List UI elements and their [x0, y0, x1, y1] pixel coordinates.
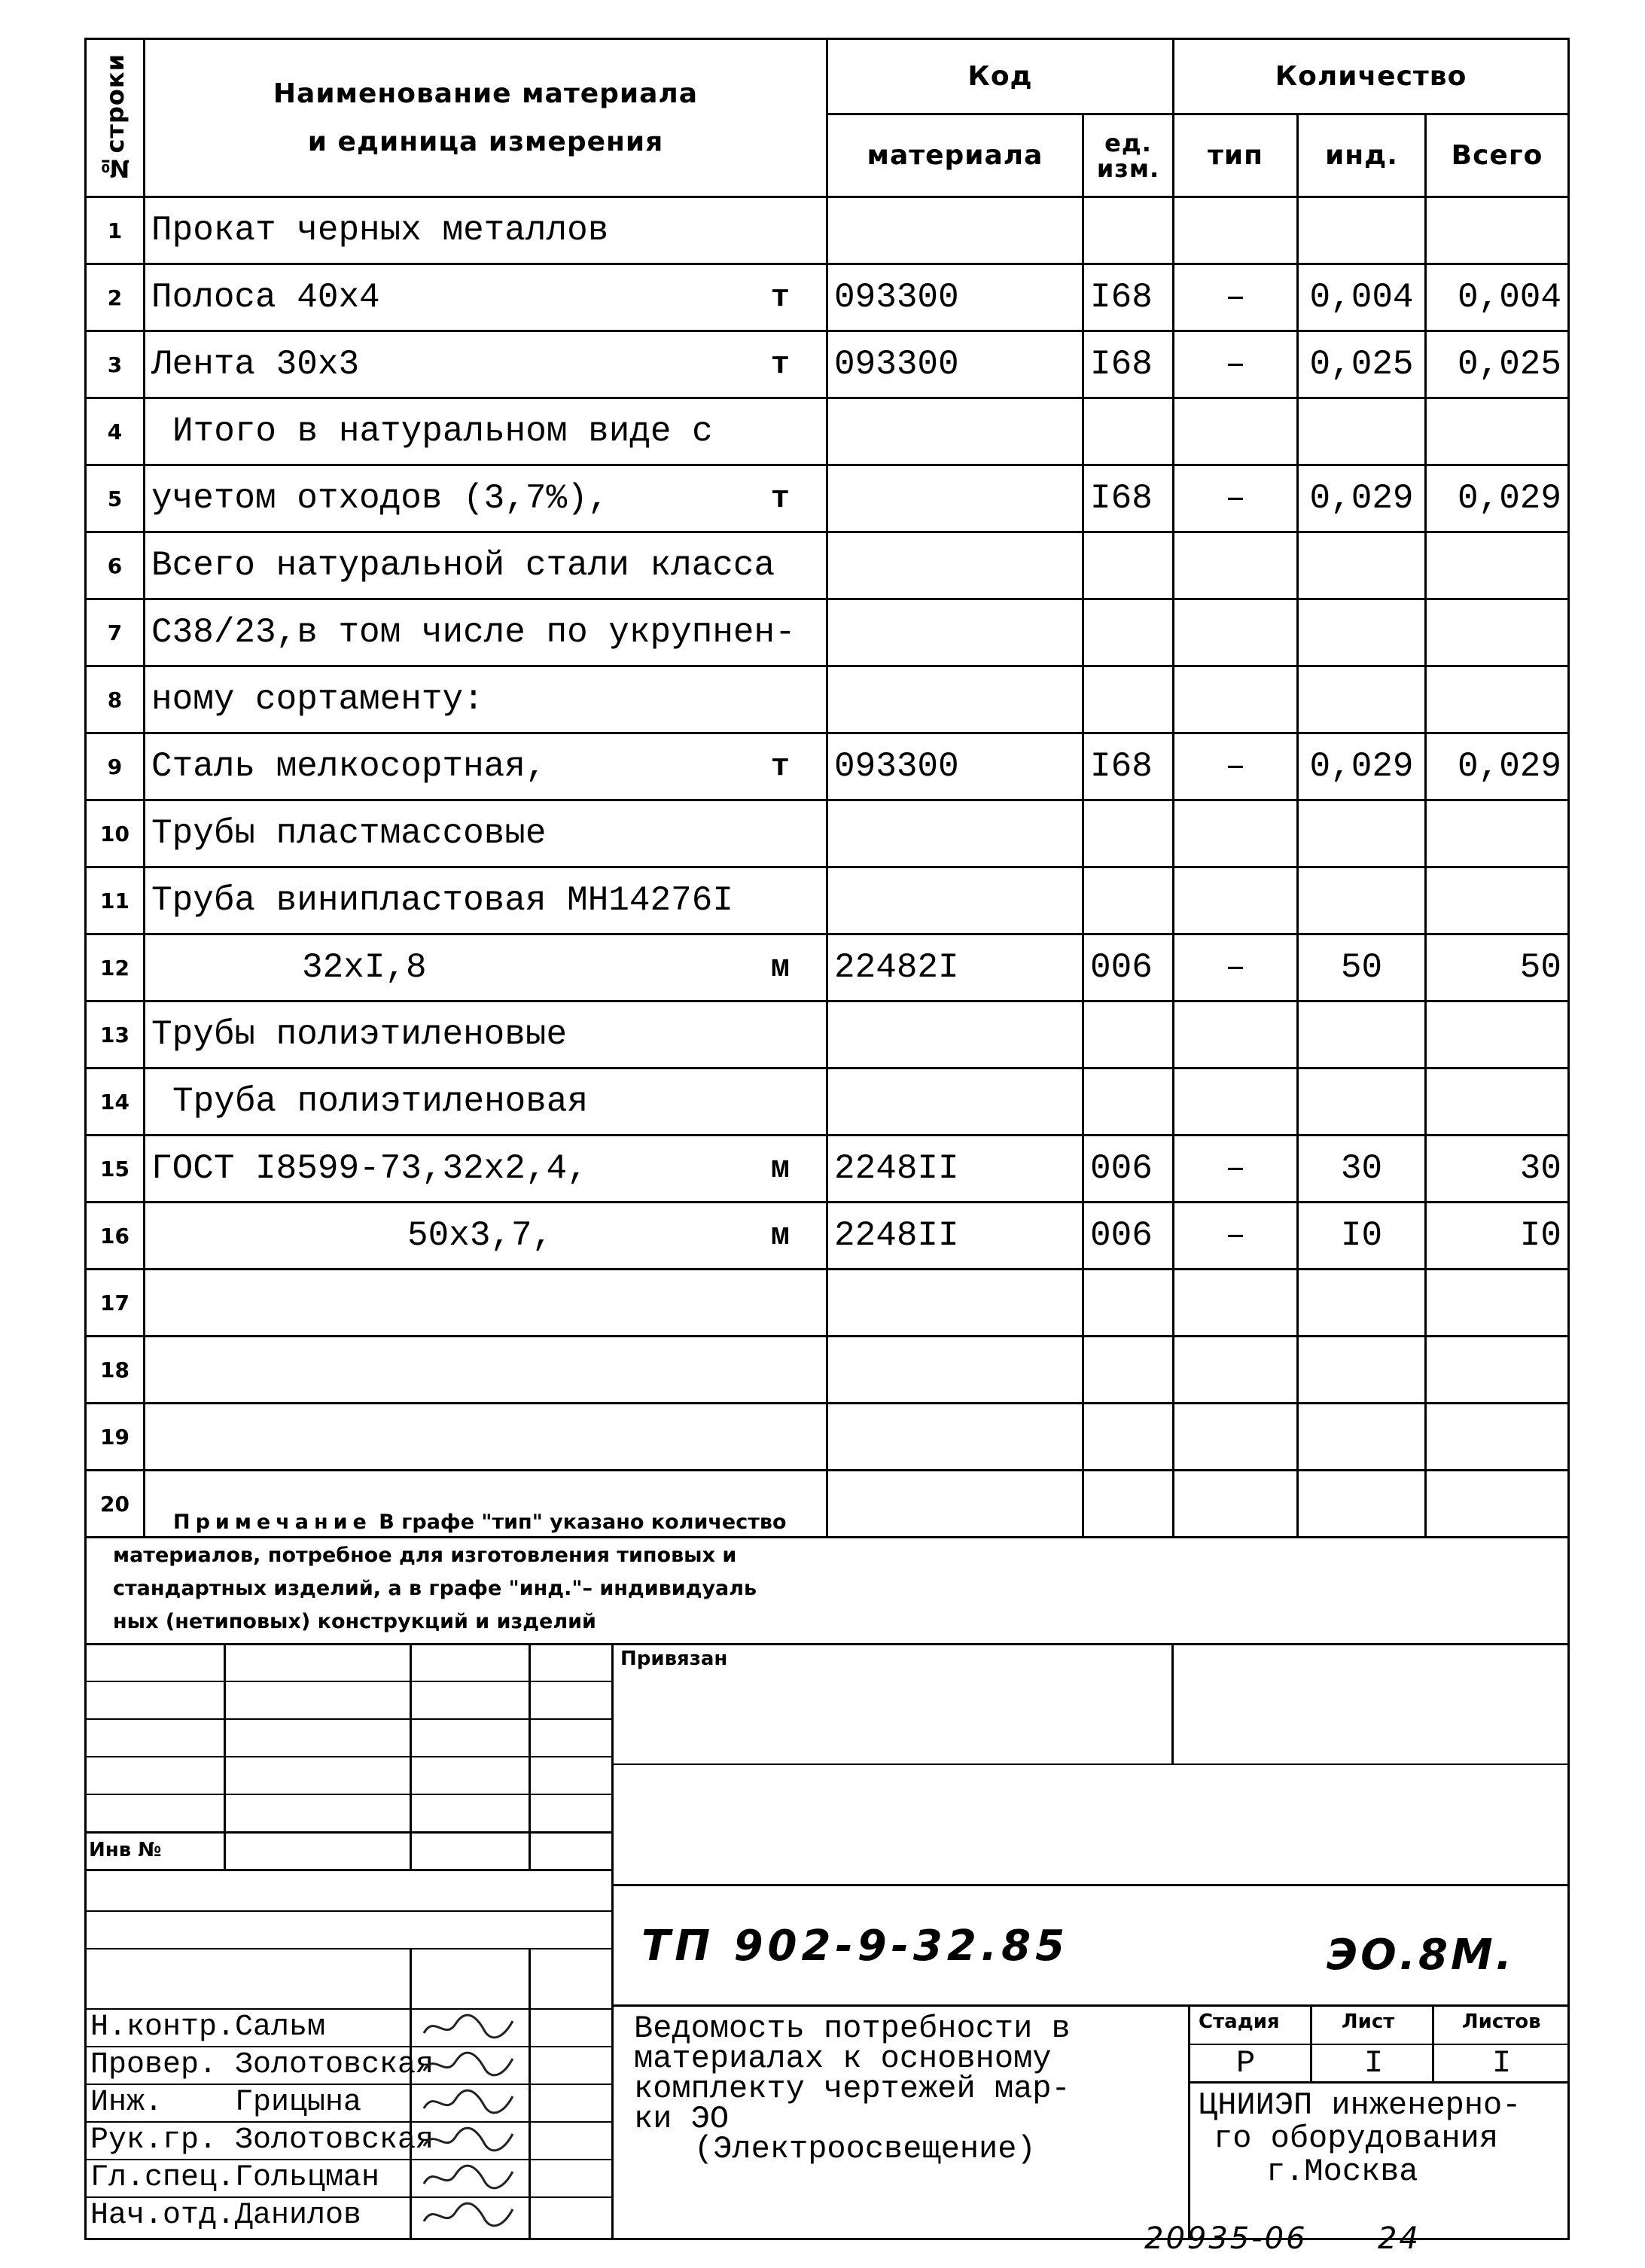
- material-name: Прокат черных металлов: [151, 211, 609, 250]
- material-code: 093300: [827, 331, 1083, 398]
- table-row: [86, 1068, 1569, 1136]
- sheets-label: Листов: [1462, 2010, 1541, 2033]
- quantity-group-header: Количество: [1174, 39, 1569, 114]
- qty-type: –: [1174, 1203, 1298, 1270]
- row-number: 18: [86, 1337, 145, 1404]
- qty-ind: [1298, 1270, 1426, 1337]
- material-unit: т: [770, 480, 790, 517]
- material-unit: т: [770, 279, 790, 316]
- unit-code: [1083, 1404, 1174, 1471]
- material-name: ГОСТ I8599-73,32x2,4,: [151, 1149, 588, 1188]
- material-unit: м: [770, 1151, 790, 1187]
- material-name-cell: [145, 1404, 827, 1471]
- tb-grid-v4: [611, 1643, 614, 2240]
- qty-ind: 30: [1298, 1136, 1426, 1203]
- stage-value: Р: [1236, 2045, 1256, 2081]
- table-row: [86, 867, 1569, 934]
- qty-type: [1174, 197, 1298, 264]
- tb-grid-h8: [84, 1948, 611, 1949]
- row-number: 12: [86, 934, 145, 1001]
- material-name-cell: [145, 666, 827, 733]
- material-name-cell: [145, 331, 827, 398]
- qty-type: [1174, 1471, 1298, 1538]
- row-number: 17: [86, 1270, 145, 1337]
- sheets-value: I: [1492, 2045, 1512, 2081]
- table-row: [86, 1337, 1569, 1404]
- note-block: [113, 1506, 1016, 1639]
- material-unit: т: [770, 748, 790, 785]
- qty-ind: [1298, 1068, 1426, 1136]
- table-row: [86, 733, 1569, 800]
- note-line-2: материалов, потребное для изготовления типовых и: [113, 1544, 737, 1567]
- row-number: 19: [86, 1404, 145, 1471]
- qty-ind: [1298, 197, 1426, 264]
- table-row: [86, 1270, 1569, 1337]
- tb-stage-h2: [1188, 2081, 1570, 2084]
- qty-type: –: [1174, 934, 1298, 1001]
- table-row: [86, 800, 1569, 867]
- unit-code: I68: [1083, 733, 1174, 800]
- tb-attached-divider: [1171, 1643, 1174, 1763]
- table-row: [86, 465, 1569, 532]
- unit-code: [1083, 1270, 1174, 1337]
- qty-total: 0,029: [1426, 465, 1569, 532]
- material-code: [827, 1001, 1083, 1068]
- qty-type: [1174, 398, 1298, 465]
- qty-total: [1426, 599, 1569, 666]
- tb-bottom-line: [84, 2238, 1570, 2240]
- qty-type: [1174, 867, 1298, 934]
- header-row-1: [86, 39, 1569, 114]
- tb-right-line: [1567, 1643, 1570, 2240]
- material-name-cell: [145, 197, 827, 264]
- row-number: 9: [86, 733, 145, 800]
- signature-person: Сальм: [235, 2010, 326, 2044]
- qty-ind: [1298, 666, 1426, 733]
- code-material-header: материала: [827, 114, 1083, 197]
- code-unit-header: ед. изм.: [1083, 114, 1174, 197]
- row-number: 14: [86, 1068, 145, 1136]
- qty-type: –: [1174, 1136, 1298, 1203]
- code-group-header: Код: [827, 39, 1174, 114]
- qty-total: 0,025: [1426, 331, 1569, 398]
- tb-grid-h3: [84, 1756, 611, 1757]
- material-code: [827, 599, 1083, 666]
- description-line-3: комплекту чертежей мар-: [634, 2071, 1071, 2107]
- qty-ind: [1298, 1001, 1426, 1068]
- row-number: 20: [86, 1471, 145, 1538]
- material-unit: м: [770, 1218, 790, 1254]
- unit-code: [1083, 197, 1174, 264]
- stage-label: Стадия: [1199, 2010, 1280, 2033]
- qty-ind: [1298, 599, 1426, 666]
- tb-code-bottom: [611, 2004, 1570, 2007]
- qty-ind: 0,004: [1298, 264, 1426, 331]
- material-code: 2248II: [827, 1203, 1083, 1270]
- signature-person: Золотовская: [235, 2048, 434, 2082]
- qty-ind: [1298, 398, 1426, 465]
- note-frame-left-line: [84, 1472, 87, 1645]
- name-header: [145, 39, 827, 197]
- table-row: [86, 1136, 1569, 1203]
- document-number: ТП 902-9-32.85: [641, 1922, 1070, 1971]
- document-mark: ЭО.8М.: [1327, 1931, 1515, 1980]
- signature-person: Грицына: [235, 2086, 362, 2120]
- qty-ind-header: инд.: [1298, 114, 1426, 197]
- row-number: 16: [86, 1203, 145, 1270]
- qty-type: [1174, 666, 1298, 733]
- tb-grid-h4: [84, 1794, 611, 1795]
- handwritten-signature: [419, 2123, 517, 2163]
- material-name-cell: [145, 465, 827, 532]
- material-name-cell: [145, 264, 827, 331]
- unit-code: [1083, 1001, 1174, 1068]
- material-name-cell: [145, 1068, 827, 1136]
- tb-sig-h4: [84, 2121, 611, 2123]
- material-code: 22482I: [827, 934, 1083, 1001]
- material-name-cell: [145, 733, 827, 800]
- table-row: [86, 398, 1569, 465]
- table-row: [86, 1203, 1569, 1270]
- document-description: [634, 2010, 1071, 2167]
- qty-ind: 0,029: [1298, 733, 1426, 800]
- organization: [1199, 2089, 1521, 2188]
- qty-total: [1426, 1471, 1569, 1538]
- unit-code: I68: [1083, 331, 1174, 398]
- material-name-cell: [145, 1337, 827, 1404]
- material-name: учетом отходов (3,7%),: [151, 479, 609, 518]
- row-number: 2: [86, 264, 145, 331]
- material-code: [827, 666, 1083, 733]
- material-code: [827, 1404, 1083, 1471]
- table-row: [86, 331, 1569, 398]
- material-code: [827, 1068, 1083, 1136]
- qty-total-header: Всего: [1426, 114, 1569, 197]
- qty-total: [1426, 1404, 1569, 1471]
- material-name-cell: [145, 532, 827, 599]
- tb-stage-left: [1188, 2004, 1190, 2240]
- row-number: 11: [86, 867, 145, 934]
- row-number: 5: [86, 465, 145, 532]
- qty-type: [1174, 1404, 1298, 1471]
- materials-table-body: [86, 197, 1569, 1538]
- table-row: [86, 264, 1569, 331]
- material-name-cell: [145, 1203, 827, 1270]
- material-code: [827, 398, 1083, 465]
- tb-grid-h5: [84, 1831, 611, 1834]
- material-name: 50x3,7,: [407, 1216, 553, 1255]
- tb-grid-h2: [84, 1718, 611, 1720]
- material-code: [827, 465, 1083, 532]
- row-number: 15: [86, 1136, 145, 1203]
- qty-total: [1426, 1068, 1569, 1136]
- row-number: 6: [86, 532, 145, 599]
- material-code: [827, 1270, 1083, 1337]
- name-header-line2: и единица измерения: [307, 126, 664, 157]
- unit-code: 006: [1083, 934, 1174, 1001]
- handwritten-signature: [419, 2161, 517, 2201]
- unit-code: I68: [1083, 465, 1174, 532]
- name-header-line1: Наименование материала: [273, 78, 699, 109]
- qty-type: [1174, 1001, 1298, 1068]
- signature-role: Нач.отд.: [90, 2199, 236, 2233]
- tb-stage-v1: [1310, 2004, 1312, 2083]
- unit-code: [1083, 398, 1174, 465]
- material-name-cell: [145, 800, 827, 867]
- description-line-2: материалах к основному: [634, 2041, 1052, 2077]
- note-lead: Примечание: [173, 1510, 372, 1534]
- tb-grid-h7: [84, 1910, 611, 1912]
- organization-line-1: ЦНИИЭП инженерно-: [1199, 2087, 1522, 2123]
- qty-total: [1426, 867, 1569, 934]
- qty-type: –: [1174, 465, 1298, 532]
- note-text-1: В графе "тип" указано количество: [379, 1510, 787, 1534]
- qty-type: [1174, 532, 1298, 599]
- material-name-cell: [145, 599, 827, 666]
- material-code: 093300: [827, 733, 1083, 800]
- qty-type: [1174, 1270, 1298, 1337]
- material-unit: т: [770, 346, 790, 383]
- unit-code: [1083, 1337, 1174, 1404]
- row-number: 1: [86, 197, 145, 264]
- signature-role: Инж.: [90, 2086, 163, 2120]
- material-name-cell: [145, 398, 827, 465]
- row-number: 3: [86, 331, 145, 398]
- unit-code: [1083, 1068, 1174, 1136]
- table-row: [86, 1001, 1569, 1068]
- tb-sig-h1: [84, 2008, 611, 2010]
- qty-total: [1426, 1337, 1569, 1404]
- signature-role: Провер.: [90, 2048, 218, 2082]
- qty-total: [1426, 1270, 1569, 1337]
- material-name: 32xI,8: [302, 948, 427, 987]
- signature-role: Рук.гр.: [90, 2123, 218, 2157]
- row-number: 13: [86, 1001, 145, 1068]
- table-row: [86, 934, 1569, 1001]
- tb-grid-h1: [84, 1681, 611, 1682]
- tb-sig-v1: [410, 1948, 412, 2240]
- unit-code: [1083, 867, 1174, 934]
- tb-sig-h5: [84, 2159, 611, 2160]
- material-name: Всего натуральной стали класса: [151, 546, 775, 585]
- signature-role: Гл.спец.: [90, 2161, 236, 2195]
- table-row: [86, 1404, 1569, 1471]
- qty-type: –: [1174, 264, 1298, 331]
- description-line-1: Ведомость потребности в: [634, 2010, 1071, 2047]
- material-name: Труба винипластовая МН14276I: [151, 881, 733, 920]
- row-number: 4: [86, 398, 145, 465]
- sheet-label: Лист: [1342, 2010, 1395, 2033]
- unit-code: [1083, 599, 1174, 666]
- qty-total: 0,029: [1426, 733, 1569, 800]
- qty-ind: [1298, 1337, 1426, 1404]
- material-name-cell: [145, 867, 827, 934]
- unit-code: [1083, 1471, 1174, 1538]
- qty-type-header: тип: [1174, 114, 1298, 197]
- qty-total: [1426, 398, 1569, 465]
- row-number: 7: [86, 599, 145, 666]
- qty-ind: [1298, 532, 1426, 599]
- tb-code-top: [611, 1884, 1570, 1886]
- description-line-4: ки ЭО: [634, 2101, 730, 2137]
- material-name: Трубы полиэтиленовые: [151, 1015, 568, 1054]
- qty-type: [1174, 1068, 1298, 1136]
- handwritten-signature: [419, 2048, 517, 2088]
- qty-ind: [1298, 1404, 1426, 1471]
- material-unit: м: [770, 950, 790, 986]
- handwritten-signature: [419, 2086, 517, 2126]
- qty-total: [1426, 197, 1569, 264]
- material-name: Трубы пластмассовые: [151, 814, 547, 853]
- page-number: 24: [1378, 2221, 1421, 2256]
- table-row: [86, 532, 1569, 599]
- qty-ind: 0,025: [1298, 331, 1426, 398]
- organization-line-2: го оборудования: [1214, 2120, 1499, 2157]
- qty-total: [1426, 800, 1569, 867]
- material-name: ному сортаменту:: [151, 680, 484, 719]
- tb-stage-v2: [1432, 2004, 1434, 2083]
- tb-grid-h6: [84, 1869, 611, 1871]
- qty-type: [1174, 599, 1298, 666]
- qty-total: [1426, 1001, 1569, 1068]
- qty-type: [1174, 800, 1298, 867]
- row-number-header: №строки: [86, 39, 145, 197]
- sheet-value: I: [1364, 2045, 1384, 2081]
- qty-total: I0: [1426, 1203, 1569, 1270]
- attached-label: Привязан: [620, 1648, 728, 1670]
- tb-left-line: [84, 1643, 87, 2240]
- material-name: Лента 30x3: [151, 345, 360, 384]
- tb-attached-bottom: [611, 1763, 1570, 1765]
- inventory-label: Инв №: [89, 1839, 162, 1861]
- note-line-1: [113, 1506, 1016, 1539]
- qty-total: [1426, 532, 1569, 599]
- title-block: [84, 1643, 1570, 2245]
- signature-person: Золотовская: [235, 2123, 434, 2157]
- material-code: [827, 867, 1083, 934]
- material-code: [827, 197, 1083, 264]
- qty-ind: 50: [1298, 934, 1426, 1001]
- material-code: [827, 532, 1083, 599]
- tb-sig-h3: [84, 2084, 611, 2085]
- description-line-5: (Электроосвещение): [694, 2131, 1036, 2167]
- unit-code: [1083, 666, 1174, 733]
- tb-top-line: [84, 1643, 1570, 1645]
- note-frame-right-line: [1567, 1472, 1570, 1645]
- signature-person: Гольцман: [235, 2161, 380, 2195]
- unit-code: 006: [1083, 1203, 1174, 1270]
- qty-total: 50: [1426, 934, 1569, 1001]
- table-row: [86, 666, 1569, 733]
- unit-code: [1083, 532, 1174, 599]
- qty-ind: [1298, 867, 1426, 934]
- material-name: С38/23,в том числе по укрупнен-: [151, 613, 796, 652]
- material-code: 2248II: [827, 1136, 1083, 1203]
- signature-person: Данилов: [235, 2199, 362, 2233]
- qty-total: [1426, 666, 1569, 733]
- handwritten-signature: [419, 2199, 517, 2239]
- qty-total: 0,004: [1426, 264, 1569, 331]
- row-number: 8: [86, 666, 145, 733]
- table-row: [86, 599, 1569, 666]
- qty-ind: [1298, 1471, 1426, 1538]
- row-number: 10: [86, 800, 145, 867]
- stamp-number: 20935-06: [1144, 2221, 1308, 2256]
- qty-total: 30: [1426, 1136, 1569, 1203]
- qty-type: –: [1174, 331, 1298, 398]
- material-name-cell: [145, 1001, 827, 1068]
- signature-role: Н.контр.: [90, 2010, 236, 2044]
- qty-type: [1174, 1337, 1298, 1404]
- material-name-cell: [145, 1270, 827, 1337]
- unit-code: 006: [1083, 1136, 1174, 1203]
- material-code: [827, 1337, 1083, 1404]
- material-code: 093300: [827, 264, 1083, 331]
- qty-ind: 0,029: [1298, 465, 1426, 532]
- organization-line-3: г.Москва: [1266, 2154, 1418, 2190]
- note-line-4: ных (нетиповых) конструкций и изделий: [113, 1610, 596, 1633]
- qty-ind: I0: [1298, 1203, 1426, 1270]
- table-row: [86, 197, 1569, 264]
- handwritten-signature: [419, 2010, 517, 2050]
- tb-sig-v2: [529, 1948, 531, 2240]
- material-name: Труба полиэтиленовая: [172, 1082, 589, 1121]
- materials-table: [84, 38, 1570, 1538]
- unit-code: [1083, 800, 1174, 867]
- unit-code: I68: [1083, 264, 1174, 331]
- material-code: [827, 800, 1083, 867]
- material-name: Сталь мелкосортная,: [151, 747, 547, 786]
- material-name-cell: [145, 1136, 827, 1203]
- qty-ind: [1298, 800, 1426, 867]
- material-name: Полоса 40x4: [151, 278, 380, 317]
- material-name-cell: [145, 934, 827, 1001]
- qty-type: –: [1174, 733, 1298, 800]
- tb-sig-h6: [84, 2196, 611, 2198]
- material-name: Итого в натуральном виде с: [172, 412, 713, 451]
- note-line-3: стандартных изделий, а в графе "инд."– индивидуаль: [113, 1577, 757, 1600]
- tb-sig-h2: [84, 2046, 611, 2047]
